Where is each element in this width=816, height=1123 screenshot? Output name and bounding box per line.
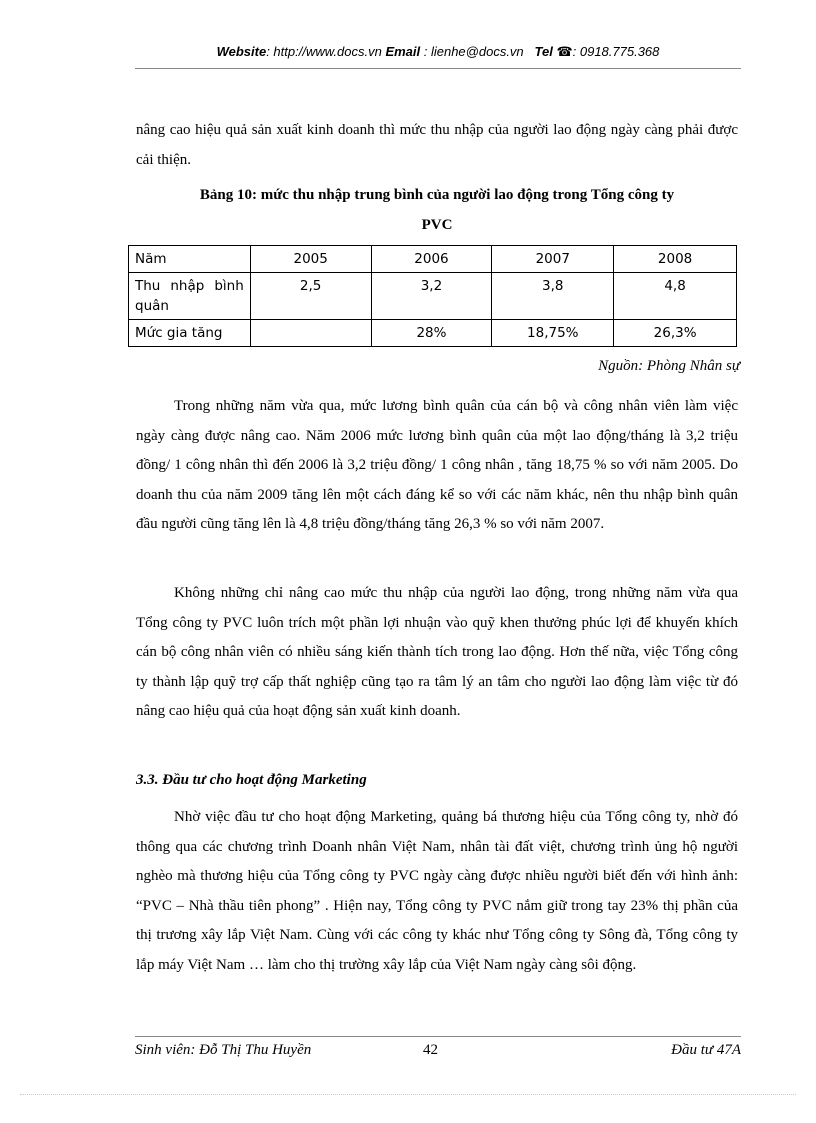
table-cell: 2005 xyxy=(250,246,371,273)
table-cell: 26,3% xyxy=(614,320,737,347)
table-cell: 4,8 xyxy=(614,273,737,320)
table-row xyxy=(129,273,737,320)
email-value: : lienhe@docs.vn xyxy=(420,44,524,59)
footer-student: Sinh viên: Đỗ Thị Thu Huyền xyxy=(135,1042,312,1058)
phone-icon: ☎ xyxy=(556,44,573,59)
table-cell: 3,8 xyxy=(492,273,614,320)
page-header xyxy=(135,44,741,60)
paragraph-income: Trong những năm vừa qua, mức lương bình quân của cán bộ và công nhân viên làm việc ngày càng được nâng cao. Năm 2006 mức lương bình quân của một lao động/tháng là 3,2 triệu đồng/ 1 công nhân thì đến 2006 là 3,2 triệu đồng/ 1 công nhân , tăng 18,75 % so với năm 2005. Do doanh thu của năm 2009 tăng lên một cách đáng kể so với các năm khác, nên thu nhập bình quân đầu người cũng tăng lên là 4,8 triệu đồng/tháng tăng 26,3 % so với năm 2007. xyxy=(136,398,738,532)
page-bottom-border xyxy=(20,1094,796,1095)
footer-page-number: 42 xyxy=(423,1042,438,1058)
table-cell: Năm xyxy=(129,246,251,273)
table-row xyxy=(129,246,737,273)
section-heading: 3.3. Đầu tư cho hoạt động Marketing xyxy=(136,772,367,788)
table-cell: 18,75% xyxy=(492,320,614,347)
tel-value: : 0918.775.368 xyxy=(572,44,660,59)
table-cell: 2007 xyxy=(492,246,614,273)
table-cell xyxy=(250,320,371,347)
table-cell: 3,2 xyxy=(371,273,492,320)
income-table xyxy=(128,245,737,347)
table-caption-line1: Bảng 10: mức thu nhập trung bình của người lao động trong Tổng công ty xyxy=(199,187,675,203)
table-caption-line2: PVC xyxy=(421,217,453,233)
website-label: Website xyxy=(216,44,267,59)
paragraph-marketing: Nhờ việc đầu tư cho hoạt động Marketing, quảng bá thương hiệu của Tổng công ty, nhờ đó thông qua các chương trình Doanh nhân Việt Nam, nhân tài đất việt, chương trình ủng hộ người nghèo mà thương hiệu của Tổng công ty PVC ngày càng được nhiều người biết đến với hình ảnh: “PVC – Nhà thầu tiên phong” . Hiện nay, Tổng công ty PVC nắm giữ trong tay 23% thị phần của thị trương xây lắp Việt Nam. Cùng với các công ty khác như Tổng công ty Sông đà, Tổng công ty lắp máy Việt Nam … làm cho thị trường xây lắp của Việt Nam ngày càng sôi động. xyxy=(136,809,738,973)
footer-divider xyxy=(135,1036,741,1037)
table-cell: 2,5 xyxy=(250,273,371,320)
footer-class: Đầu tư 47A xyxy=(671,1042,741,1058)
email-label: Email xyxy=(385,44,421,59)
table-cell: Thu nhập bình quân xyxy=(129,273,251,320)
table-row xyxy=(129,320,737,347)
table-cell: 2006 xyxy=(371,246,492,273)
table-cell: 2008 xyxy=(614,246,737,273)
table-source: Nguồn: Phòng Nhân sự xyxy=(598,358,740,374)
table-cell: 28% xyxy=(371,320,492,347)
header-divider xyxy=(135,68,741,69)
intro-paragraph: nâng cao hiệu quả sản xuất kinh doanh thì mức thu nhập của người lao động ngày càng phải được cải thiện. xyxy=(136,122,738,168)
paragraph-welfare: Không những chỉ nâng cao mức thu nhập của người lao động, trong những năm vừa qua Tổng công ty PVC luôn trích một phần lợi nhuận vào quỹ khen thưởng phúc lợi để khuyến khích cán bộ công nhân viên có nhiều sáng kiến thành tích trong lao động. Hơn thế nữa, việc Tổng công ty thành lập quỹ trợ cấp thất nghiệp cũng tạo ra tâm lý an tâm cho người lao động làm việc từ đó nâng cao hiệu quả của hoạt động sản xuất kinh doanh. xyxy=(136,585,738,719)
website-value: : http://www.docs.vn xyxy=(266,44,382,59)
tel-label: Tel xyxy=(534,44,553,59)
table-cell: Mức gia tăng xyxy=(129,320,251,347)
